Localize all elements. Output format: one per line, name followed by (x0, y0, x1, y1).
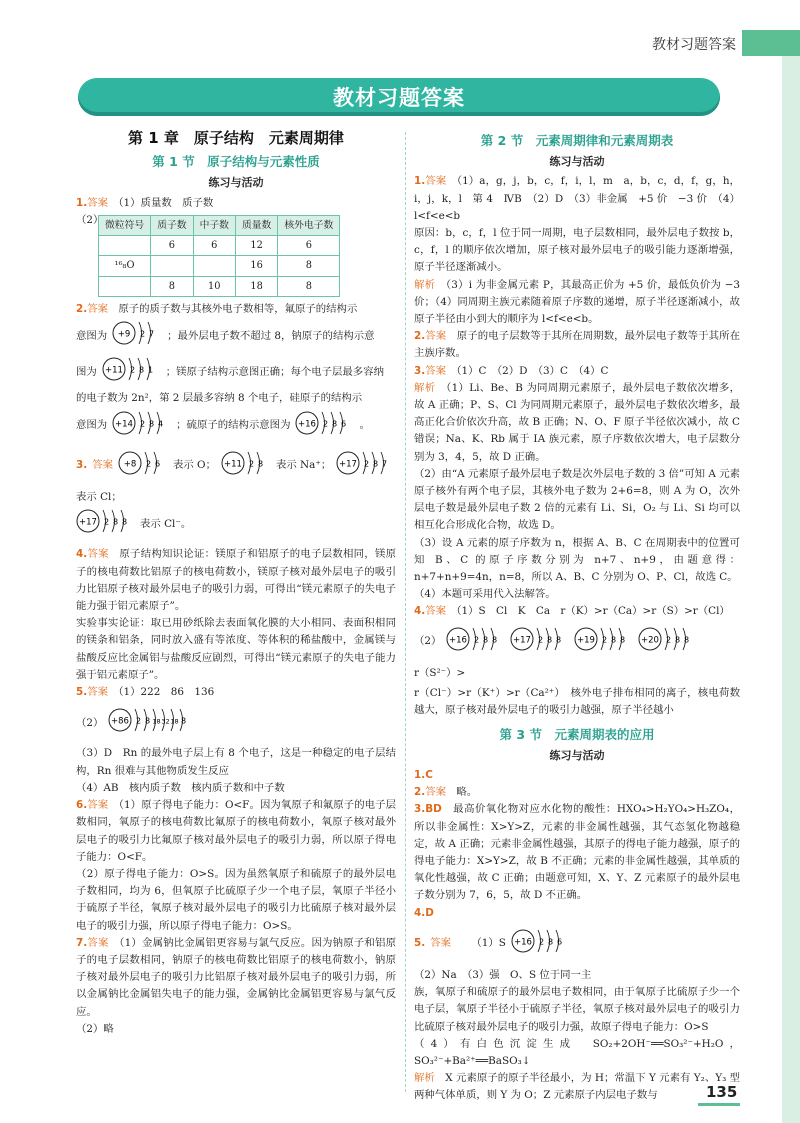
electron-count: 4 (158, 419, 164, 429)
header-label: 教材习题答案 (652, 37, 736, 53)
question-2-line-b: 意图为 +9 2 7 ；最外层电子数不超过 8，钠原子的结构示意 (76, 318, 396, 354)
r-question-3-part2: （2）由“A 元素原子最外层电子数是次外层电子数的 3 倍”可知 A 元素原子核外有两个电子层，其核外电子数为 2+6=8，则 A 为 O，次外层电子数是最外层电子数 2 倍的元素有 Li、Si，O₂ 与 Li、Si 均可以相互化合形成化合物，故选 D。 (414, 467, 740, 532)
s-question-5-analysis: 解析 X 元素原子的原子半径最小，为 H；常温下 Y 元素有 Y₂、Y₃ 型两种气体单质，则 Y 为 O；Z 元素原子内层电子数与 (414, 1072, 741, 1102)
page-number-bar (698, 1103, 740, 1106)
question-2-line-g: 意图为 +14 2 8 4 ；硫原子的结构示意图为 +16 2 8 6 。 (76, 408, 396, 444)
practice-heading: 练习与活动 (549, 748, 605, 762)
electron-count: 2 (248, 459, 255, 469)
question-1: 1.答案 （1）质量数 质子数 (76, 196, 214, 209)
electron-count: 2 (666, 635, 672, 645)
s-question-5: 5. 答案 （1）S +16 2 8 6 （2）Na （3）强 O、S 位于同一主 (414, 926, 740, 984)
electron-count: 8 (138, 365, 144, 375)
table-header: 核外电子数 (278, 216, 340, 236)
nucleus-charge: +17 (339, 459, 358, 470)
r-question-3-part3: （3）设 A 元素的原子序数为 n，根据 A、B、C 在周期表中的位置可知 B、C 的原子序数分别为 n+7、n+9，由题意得：n+7+n+9=4n，n=8，所以 A、B、C 分别为 O、P、Cl，故选 C。 (414, 536, 740, 584)
electron-count: 2 (145, 459, 152, 469)
atom-structure-svg (511, 926, 570, 956)
electron-count: 7 (149, 329, 155, 339)
atom-structure-svg (118, 448, 168, 478)
table-header: 中子数 (193, 216, 235, 236)
electron-count: 32 (161, 717, 171, 726)
chapter-title: 第 1 章 原子结构 元素周期律 (128, 129, 344, 147)
electron-count: 6 (556, 937, 562, 947)
r-question-4: 4.答案 （1）S Cl K Ca r（K）>r（Ca）>r（S）>r（Cl） (414, 605, 730, 618)
electron-count: 8 (112, 517, 119, 527)
nucleus-charge: +19 (577, 635, 596, 646)
electron-count: 8 (332, 419, 338, 429)
electron-count: 2 (474, 635, 480, 645)
electron-count: 6 (341, 419, 347, 429)
practice-heading: 练习与活动 (549, 155, 605, 169)
atom-diagram (446, 624, 505, 660)
electron-count: 2 (323, 419, 329, 429)
electron-count: 6 (154, 459, 161, 469)
question-6: 6.答案 （1）原子得电子能力：O<F。因为氧原子和氟原子的电子层数相同，氧原子的核电荷数比氟原子的核电荷数小，氧原子核对最外层电子的吸引力比氟原子核对最外层电子的吸引力弱，所以原子得电子能力：O<F。 (76, 799, 397, 863)
electron-count: 2 (538, 937, 544, 947)
s-question-1: 1.C (414, 768, 433, 781)
side-stripe (782, 56, 800, 1123)
right-column (414, 130, 740, 1105)
atom-structure-svg (446, 624, 505, 654)
r-question-3-analysis: 解析 （1）Li、Be、B 为同周期元素原子，最外层电子数依次增多，故 A 正确；P、S、Cl 为同周期元素原子，最外层电子数依次增多，最高正化合价依次升高，故 B 正确；N、O、F 原子半径依次减小，故 C 错误；Na、K、Rb 属于 ⅠA 族元素，原子序数依次增大，电子层数分别为 3，4，5，故 D 正确。 (414, 381, 741, 463)
page-number: 135 (706, 1083, 738, 1101)
electron-count: 8 (620, 635, 626, 645)
electron-count: 8 (684, 635, 690, 645)
atom-diagram (76, 506, 135, 542)
electron-count: 8 (181, 716, 187, 726)
question-2: 2.答案 原子的质子数与其核外电子数相等，氟原子的结构示 (76, 302, 358, 315)
atom-diagram (112, 318, 162, 354)
question-7-part2: （2）略 (76, 1022, 114, 1035)
atom-diagram (108, 705, 194, 741)
table-header: 质量数 (235, 216, 277, 236)
question-3-line-2: +17 2 8 8 表示 Cl⁻。 (76, 506, 396, 542)
question-1-part2: （2） (76, 213, 104, 226)
electron-count: 8 (556, 635, 562, 645)
electron-count: 2 (602, 635, 608, 645)
question-5: 5.答案 （1）222 86 136 (76, 686, 215, 699)
electron-count: 18 (152, 717, 162, 726)
atom-diagram (336, 448, 395, 484)
question-6-part2: （2）原子得电子能力：O>S。因为虽然氧原子和硫原子的最外层电子数相同，均为 6，但氧原子比硫原子少一个电子层，氧原子半径小于硫原子半径，氧原子核对最外层电子的吸引力比硫原子核对最外层电子的吸引力强，所以原子得电子能力：O>S。 (76, 867, 396, 932)
atom-structure-svg (112, 408, 171, 438)
r-question-1-analysis: 解析 （3）i 为非金属元素 P，其最高正价为 +5 价，最低负价为 −3 价；（4）同周期主族元素随着原子序数的递增，原子半径逐渐减小，故原子半径由小到大的顺序为 l<f<e<b。 (414, 278, 741, 326)
electron-count: 2 (538, 635, 544, 645)
atom-structure-svg (336, 448, 395, 478)
r-question-1-reason: 原因：b，c，f，l 位于同一周期，电子层数相同，最外层电子数按 b，c，f，l 的顺序依次增加，原子核对最外层电子的吸引能力逐渐增强，原子半径逐渐减小。 (414, 227, 740, 274)
atom-structure-svg (221, 448, 271, 478)
atom-diagram (510, 624, 569, 660)
nucleus-charge: +16 (449, 635, 468, 646)
atom-structure-svg (574, 624, 633, 654)
atom-diagram (221, 448, 271, 484)
section-title-2: 第 2 节 元素周期律和元素周期表 (480, 133, 674, 148)
nucleus-charge: +11 (223, 459, 242, 470)
r-question-1: 1.答案 （1）a，g，j，b，c，f，i，l，m a，b，c，d，f，g，h，i，j，k，l 第 4 ⅣB （2）D （3）非金属 +5 价 −3 价 （4）l<f<e<b (414, 175, 741, 222)
question-5-part3: （3）D Rn 的最外电子层上有 8 个电子，这是一种稳定的电子层结构，Rn 很难与其他物质发生反应 (76, 747, 396, 777)
table-header: 微粒符号 (99, 216, 151, 236)
particle-table (98, 215, 340, 297)
question-4: 4.答案 原子结构知识论证：镁原子和铝原子的电子层数相同，镁原子的核电荷数比铝原子的核电荷数小，镁原子核对最外层电子的吸引力比铝原子核对最外层电子的吸引力弱，可得出“镁元素原子的失电子能力强于铝元素原子”。 (76, 548, 397, 613)
electron-count: 8 (611, 635, 617, 645)
r-question-3-part4: （4）本题可采用代入法解答。 (414, 588, 556, 601)
electron-count: 8 (675, 635, 681, 645)
atom-structure-svg (108, 705, 194, 735)
r-question-4-part2: r（Cl⁻）>r（K⁺）>r（Ca²⁺） 核外电子排布相同的离子，核电荷数越大，原子核对最外层电子的吸引力越强，原子半径越小 (414, 687, 740, 717)
electron-count: 8 (121, 517, 128, 527)
nucleus-charge: +16 (513, 937, 532, 948)
atom-structure-svg (112, 318, 162, 348)
electron-count: 18 (170, 717, 180, 726)
nucleus-charge: +9 (117, 329, 131, 340)
table-header: 质子数 (151, 216, 193, 236)
electron-count: 7 (382, 459, 388, 469)
section-title-3: 第 3 节 元素周期表的应用 (499, 726, 655, 742)
question-2-line-f: 的电子数为 2n²，第 2 层最多容纳 8 个电子，硅原子的结构示 (76, 392, 363, 405)
electron-count: 2 (140, 329, 146, 339)
left-column (76, 130, 396, 1038)
section-title-1: 第 1 节 原子结构与元素性质 (152, 154, 320, 170)
electron-count: 8 (373, 459, 379, 469)
electron-count: 2 (103, 517, 110, 527)
atom-structure-svg (295, 408, 354, 438)
atom-diagram (638, 624, 697, 660)
atom-structure-svg (638, 624, 697, 654)
electron-count: 2 (129, 365, 135, 375)
header-tab (742, 30, 800, 56)
electron-count: 8 (257, 459, 264, 469)
s-question-5-part3: （4）有白色沉淀生成 SO₂+2OH⁻══SO₃²⁻+H₂O，SO₃²⁻+Ba²⁺══BaSO₃↓ (414, 1037, 740, 1067)
nucleus-charge: +17 (513, 635, 532, 646)
s-question-4: 4.D (414, 906, 434, 919)
r-question-4-diagrams: （2） +16 2 8 8 +17 2 8 8 +19 2 8 8 +20 2 8 8 r（S²⁻）> (414, 624, 740, 682)
electron-count: 8 (547, 937, 553, 947)
atom-diagram (118, 448, 168, 484)
question-3: 3. 答案 +8 2 6 表示 O； +11 2 8 表示 Na⁺； +17 2 8 7 表示 Cl； (76, 448, 396, 506)
nucleus-charge: +11 (104, 365, 123, 376)
nucleus-charge: +14 (115, 419, 134, 430)
electron-count: 8 (149, 419, 155, 429)
electron-count: 2 (364, 459, 370, 469)
table-row: ¹⁶₈O 16 8 (99, 256, 340, 276)
nucleus-charge: +20 (641, 635, 660, 646)
table-row: 6 6 12 6 (99, 236, 340, 256)
r-question-3: 3.答案 （1）C （2）D （3）C （4）C (414, 364, 609, 377)
question-7: 7.答案 （1）金属钠比金属铝更容易与氯气反应。因为钠原子和铝原子的电子层数相同，钠原子的核电荷数比铝原子的核电荷数小，钠原子核对最外层电子的吸引力比铝原子核对最外层电子的吸引力弱，所以金属钠比金属铝失电子的能力强，金属钠比金属铝更容易与氯气反应。 (76, 936, 396, 1018)
nucleus-charge: +8 (123, 459, 137, 470)
s-question-5-part2: 族，氧原子和硫原子的最外层电子数相同，由于氧原子比硫原子少一个电子层，氧原子半径小于硫原子半径，氧原子核对最外层电子的吸引力比硫原子核对最外层电子的吸引力强，故原子得电子能力：O>S (414, 986, 740, 1033)
electron-count: 8 (547, 635, 553, 645)
atom-structure-svg (76, 506, 135, 536)
nucleus-charge: +86 (111, 716, 130, 727)
atom-structure-svg (510, 624, 569, 654)
question-5-diagram-line: （2） +86 2 8 18 32 18 8 (76, 705, 396, 741)
electron-count: 8 (145, 716, 151, 726)
nucleus-charge: +16 (298, 419, 317, 430)
title-banner (78, 78, 720, 116)
electron-count: 2 (136, 716, 142, 726)
table-row: 8 10 18 8 (99, 276, 340, 296)
column-divider (405, 132, 406, 1092)
r-question-2: 2.答案 原子的电子层数等于其所在周期数，最外层电子数等于其所在主族序数。 (414, 330, 741, 360)
electron-count: 8 (483, 635, 489, 645)
question-4-part2: 实验事实论证：取已用砂纸除去表面氧化膜的大小相同、表面积相同的镁条和铝条，同时放入盛有等浓度、等体积的稀盐酸中，金属镁与盐酸反应比金属铝与盐酸反应剧烈，可得出“镁元素原子的失电子能力强于铝元素原子”。 (76, 617, 396, 681)
atom-structure-svg (102, 354, 161, 384)
atom-diagram (511, 926, 570, 962)
s-question-3: 3.BD 最高价氧化物对应水化物的酸性：HXO₄>H₂YO₄>H₃ZO₄，所以非金属性：X>Y>Z，元素的非金属性越强，其气态氢化物越稳定，故 A 正确；元素非金属性越强，其原子的得电子能力越强，原子的得电子能力：X>Y>Z，故 B 不正确；元素的非金属性越强，其单质的氧化性越强，故 C 正确；由题意可知，X、Y、Z 元素原子的最外层电子数分别为 7，6，5，故 D 不正确。 (414, 803, 740, 902)
electron-count: 2 (140, 419, 146, 429)
question-2-line-d: 图为 +11 2 8 1 ；镁原子结构示意图正确；每个电子层最多容纳 (76, 354, 396, 390)
atom-diagram (102, 354, 161, 390)
atom-diagram (574, 624, 633, 660)
electron-count: 8 (492, 635, 498, 645)
nucleus-charge: +17 (79, 517, 97, 528)
electron-count: 1 (147, 365, 153, 375)
question-5-part4: （4）AB 核内质子数 核内质子数和中子数 (76, 781, 285, 794)
atom-diagram (112, 408, 171, 444)
atom-diagram (295, 408, 354, 444)
practice-heading: 练习与活动 (208, 176, 264, 190)
banner-title: 教材习题答案 (333, 86, 465, 110)
s-question-2: 2.答案 略。 (414, 786, 478, 799)
